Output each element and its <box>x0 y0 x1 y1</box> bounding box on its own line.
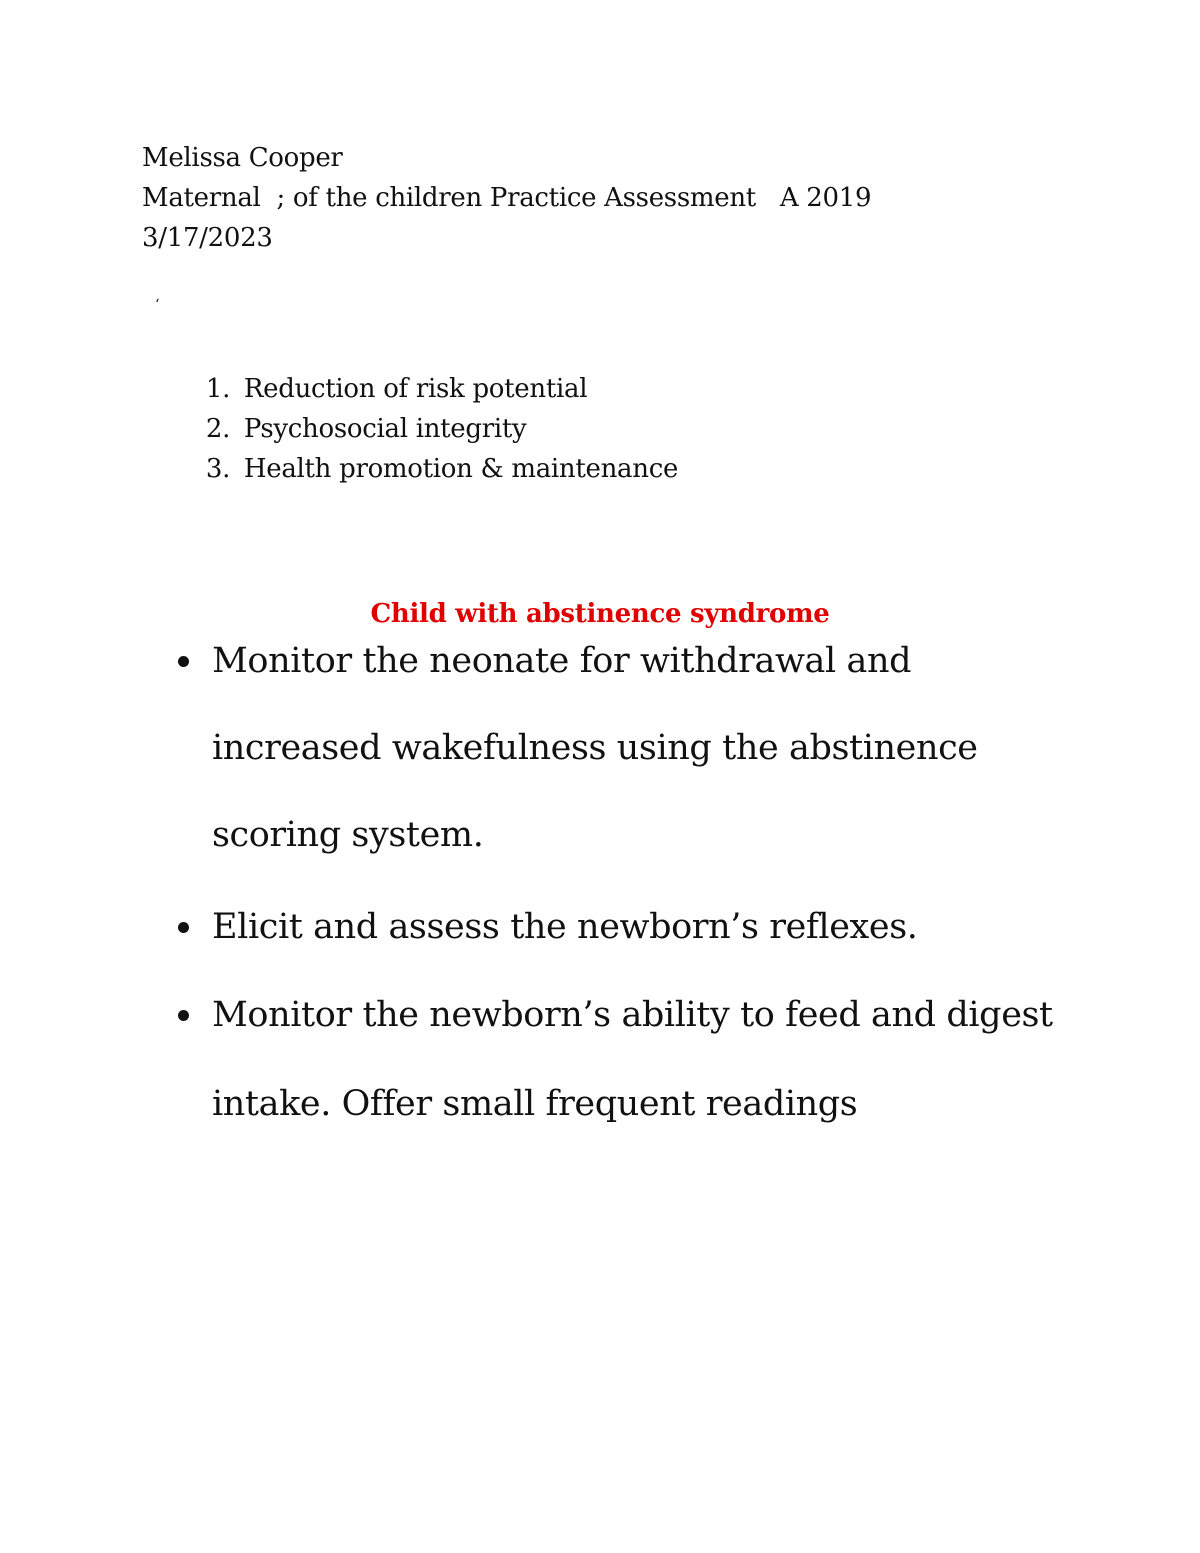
bullet-dot <box>178 1010 189 1021</box>
list-number: 3. <box>205 454 231 484</box>
stray-mark: ‘ <box>155 297 160 313</box>
author-name: Melissa Cooper <box>142 143 343 173</box>
numbered-list-item <box>174 409 678 529</box>
document-date: 3/17/2023 <box>142 223 273 253</box>
bullet-text-line: Elicit and assess the newborn’s reflexes. <box>212 907 918 947</box>
bullet-text-line: intake. Offer small frequent readings <box>212 1084 858 1124</box>
bullet-text-line: Monitor the newborn’s ability to feed and digest <box>212 995 1053 1035</box>
section-heading: Child with abstinence syndrome <box>370 599 830 629</box>
bullet-dot <box>178 656 189 667</box>
bullet-dot <box>178 922 189 933</box>
list-item-text: Reduction of risk potential <box>243 374 588 404</box>
course-title: Maternal ; of the children Practice Assessment A 2019 <box>142 183 872 213</box>
list-item-text: Health promotion & maintenance <box>243 454 679 484</box>
bullet-text-line: scoring system. <box>212 815 484 855</box>
bullet-text-line: increased wakefulness using the abstinence <box>212 728 978 768</box>
list-number: 2. <box>205 414 231 444</box>
list-number: 1. <box>205 374 231 404</box>
list-item-text: Psychosocial integrity <box>243 414 527 444</box>
bullet-text-line: Monitor the neonate for withdrawal and <box>212 641 912 681</box>
